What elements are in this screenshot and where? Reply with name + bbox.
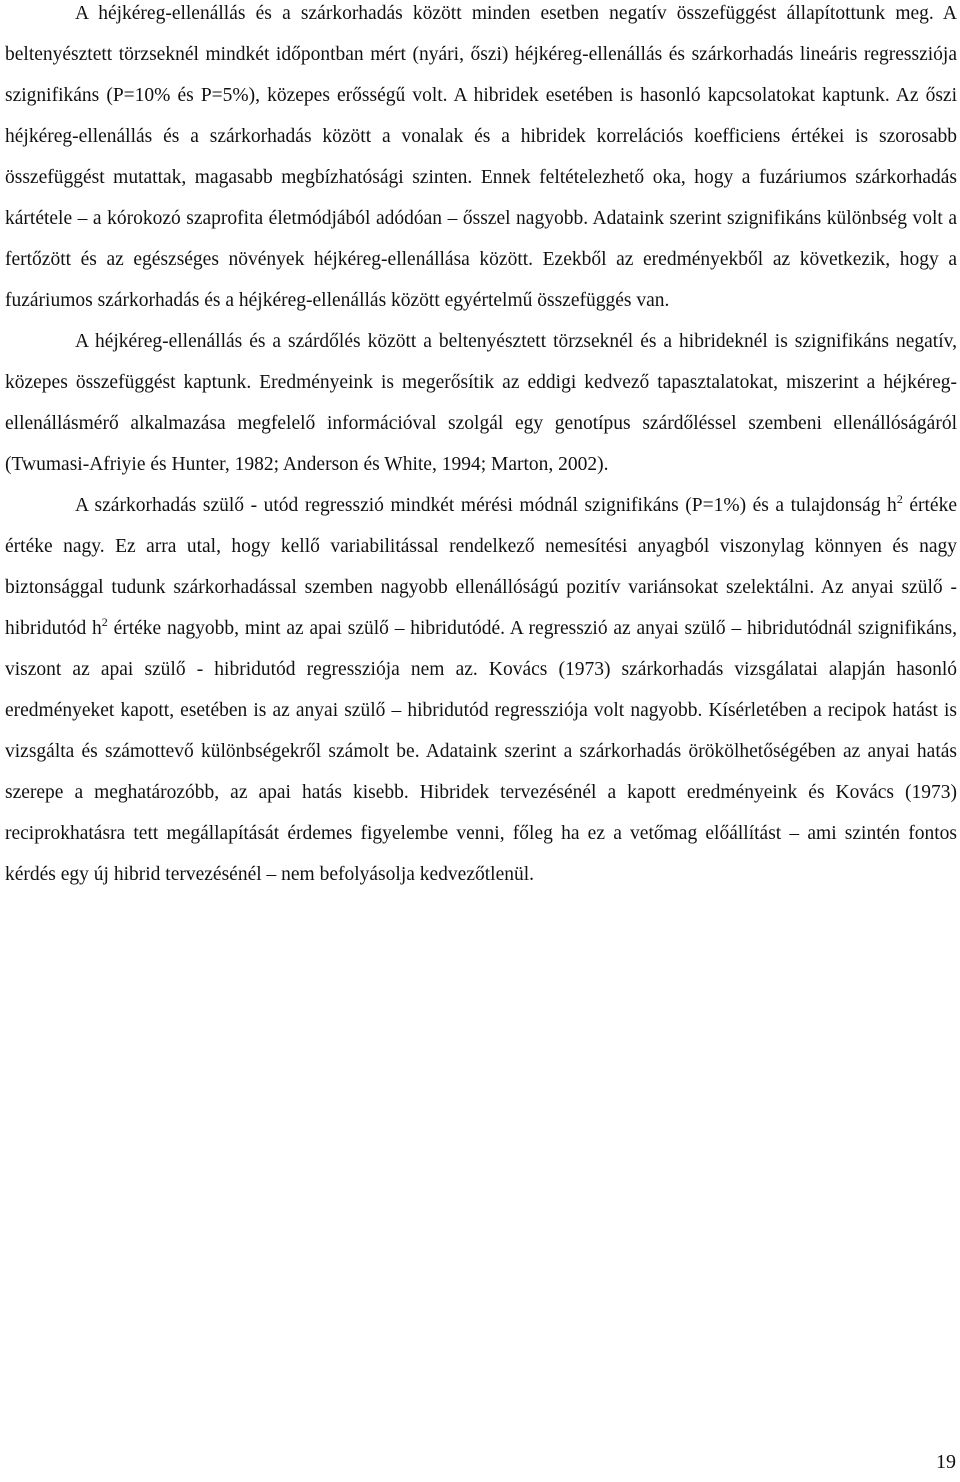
paragraph-3-text-part-1: A szárkorhadás szülő - utód regresszió mindkét mérési módnál szignifikáns (P=1%) és a tulajdonság h bbox=[75, 495, 897, 516]
superscript-2: 2 bbox=[101, 614, 108, 629]
page-number: 19 bbox=[936, 1451, 956, 1473]
paragraph-1 bbox=[5, 0, 957, 321]
paragraph-3-text-part-2: értéke értéke nagy. Ez arra utal, hogy kellő variabilitással rendelkező nemesítési anyagból viszonylag könnyen és nagy biztonsággal tudunk szárkorhadással szemben nagyobb ellenállóságú pozitív variánsokat szelektálni. Az anyai szülő - hibridutód h bbox=[5, 495, 957, 639]
paragraph-1-text: A héjkéreg-ellenállás és a szárkorhadás között minden esetben negatív összefüggést állapítottunk meg. A beltenyésztett törzseknél mindkét időpontban mért (nyári, őszi) héjkéreg-ellenállás és szárkorhadás lineáris regressziója szignifikáns (P=10% és P=5%), közepes erősségű volt. A hibridek esetében is hasonló kapcsolatokat kaptunk. Az őszi héjkéreg-ellenállás és a szárkorhadás között a vonalak és a hibridek korrelációs koefficiens értékei is szorosabb összefüggést mutattak, magasabb megbízhatósági szinten. Ennek feltételezhető oka, hogy a fuzáriumos szárkorhadás kártétele – a kórokozó szaprofita életmódjából adódóan – ősszel nagyobb. Adataink szerint szignifikáns különbség volt a fertőzött és az egészséges növények héjkéreg-ellenállása között. Ezekből az eredményekből az következik, hogy a fuzáriumos szárkorhadás és a héjkéreg-ellenállás között egyértelmű összefüggés van. bbox=[5, 3, 957, 311]
paragraph-3 bbox=[5, 485, 957, 895]
paragraph-3-text-part-3: értéke nagyobb, mint az apai szülő – hibridutódé. A regresszió az anyai szülő – hibridutódnál szignifikáns, viszont az apai szülő - hibridutód regressziója nem az. Kovács (1973) szárkorhadás vizsgálatai alapján hasonló eredményeket kapott, esetében is az anyai szülő – hibridutód regressziója volt nagyobb. Kísérletében a recipok hatást is vizsgálta és számottevő különbségekről számolt be. Adataink szerint a szárkorhadás örökölhetőségében az anyai hatás szerepe a meghatározóbb, az apai hatás kisebb. Hibridek tervezésénél a kapott eredményeink és Kovács (1973) reciprokhatásra tett megállapítását érdemes figyelembe venni, főleg ha ez a vetőmag előállítást – ami szintén fontos kérdés egy új hibrid tervezésénél – nem befolyásolja kedvezőtlenül. bbox=[5, 618, 957, 885]
superscript-2: 2 bbox=[896, 491, 903, 506]
document-page bbox=[5, 0, 957, 895]
paragraph-2 bbox=[5, 321, 957, 485]
paragraph-2-text: A héjkéreg-ellenállás és a szárdőlés között a beltenyésztett törzseknél és a hibrideknél is szignifikáns negatív, közepes összefüggést kaptunk. Eredményeink is megerősítik az eddigi kedvező tapasztalatokat, miszerint a héjkéreg-ellenállásmérő alkalmazása megfelelő információval szolgál egy genotípus szárdőléssel szembeni ellenállóságáról (Twumasi-Afriyie és Hunter, 1982; Anderson és White, 1994; Marton, 2002). bbox=[5, 331, 957, 475]
